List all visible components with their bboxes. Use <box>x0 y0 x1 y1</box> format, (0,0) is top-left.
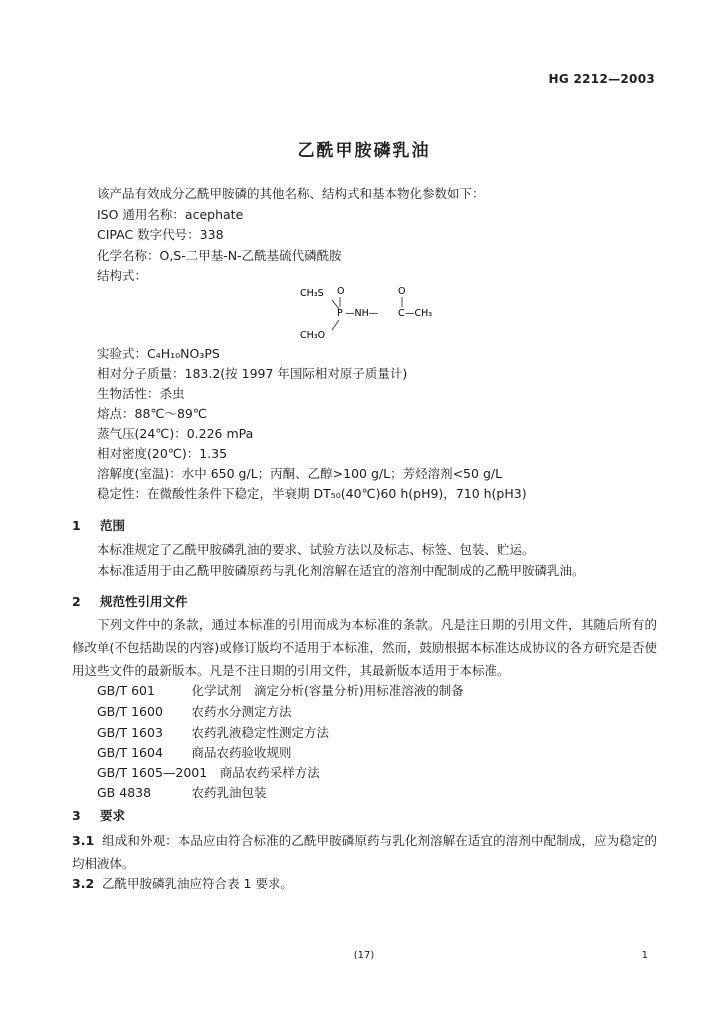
clause-number: 3.2 <box>72 876 95 891</box>
reference-title: 化学试剂 滴定分析(容量分析)用标准溶液的制备 <box>191 683 464 698</box>
section-number: 3 <box>72 808 81 823</box>
page-number: 1 <box>641 950 648 961</box>
structural-formula <box>296 282 446 344</box>
footer-sequence: (17) <box>353 950 375 961</box>
reference-title: 商品农药验收规则 <box>191 745 292 760</box>
iso-name: ISO 通用名称：acephate <box>97 207 244 222</box>
oxygen-top-left: O <box>337 286 345 297</box>
nh-group: —NH— <box>345 308 379 319</box>
reference-item <box>97 743 292 761</box>
clause-3-2 <box>72 876 293 892</box>
reference-item <box>97 723 329 741</box>
phosphorus-atom: P <box>337 308 343 319</box>
clause-text: 乙酰甲胺磷乳油应符合表 1 要求。 <box>102 876 293 891</box>
section-title: 规范性引用文件 <box>100 594 188 609</box>
chemical-name: 化学名称：O,S-二甲基-N-乙酰基硫代磷酰胺 <box>97 248 342 263</box>
reference-title: 农药乳油包装 <box>191 785 267 800</box>
section-title: 范围 <box>100 518 126 533</box>
reference-code: GB/T 1600 <box>97 704 163 719</box>
section-number: 2 <box>72 594 81 609</box>
relative-density: 相对密度(20℃)：1.35 <box>97 446 228 461</box>
clause-text: 组成和外观：本品应由符合标准的乙酰甲胺磷原药与乳化剂溶解在适宜的溶剂中配制成，应为稳定的均相液体。 <box>72 833 657 871</box>
normative-references-paragraph: 下列文件中的条款，通过本标准的引用而成为本标准的条款。凡是注日期的引用文件，其随后所有的修改单(不包括勘误的内容)或修订版均不适用于本标准，然而，鼓励根据本标准达成协议的各方研究是否使用这些文件的最新版本。凡是不注日期的引用文件，其最新版本适用于本标准。 <box>72 617 657 678</box>
reference-item <box>97 783 267 801</box>
molecular-mass: 相对分子质量：183.2(按 1997 年国际相对原子质量计) <box>97 366 408 381</box>
section-title: 要求 <box>100 808 126 823</box>
section-3-heading <box>72 806 125 824</box>
reference-code: GB/T 1605—2001 <box>97 765 208 780</box>
p-o-bond <box>332 320 339 330</box>
reference-code: GB/T 1604 <box>97 745 163 760</box>
stability: 稳定性：在微酸性条件下稳定，半衰期 DT₅₀(40℃)60 h(pH9)，710 h(pH3) <box>97 486 527 501</box>
carbon-atom: C <box>398 308 405 319</box>
reference-item <box>97 681 464 699</box>
document-title: 乙酰甲胺磷乳油 <box>297 141 431 161</box>
reference-title: 商品农药采样方法 <box>219 765 320 780</box>
reference-code: GB 4838 <box>97 785 152 800</box>
ch3o-group: CH₃O <box>300 330 326 341</box>
clause-3-1 <box>72 829 657 875</box>
solubility: 溶解度(室温)：水中 650 g/L；丙酮、乙醇>100 g/L；芳烃溶剂<50 g/L <box>97 466 503 481</box>
intro-lead: 该产品有效成分乙酰甲胺磷的其他名称、结构式和基本物化参数如下： <box>97 186 485 201</box>
melting-point: 熔点：88℃～89℃ <box>97 406 207 421</box>
reference-title: 农药水分测定方法 <box>191 704 292 719</box>
clause-number: 3.1 <box>72 833 95 848</box>
section-2-heading <box>72 592 188 610</box>
reference-item <box>97 702 292 720</box>
scope-paragraph-2: 本标准适用于由乙酰甲胺磷原药与乳化剂溶解在适宜的溶剂中配制成的乙酰甲胺磷乳油。 <box>97 563 585 578</box>
bioactivity: 生物活性：杀虫 <box>97 386 185 401</box>
vapor-pressure: 蒸气压(24℃)：0.226 mPa <box>97 426 254 441</box>
empirical-formula: 实验式：C₄H₁₀NO₃PS <box>97 346 220 361</box>
oxygen-top-right: O <box>398 286 406 297</box>
scope-paragraph-1: 本标准规定了乙酰甲胺磷乳油的要求、试验方法以及标志、标签、包装、贮运。 <box>97 542 535 557</box>
section-1-heading <box>72 516 125 534</box>
standard-code: HG 2212—2003 <box>548 72 655 86</box>
reference-code: GB/T 601 <box>97 683 155 698</box>
reference-item <box>97 763 320 781</box>
structure-label: 结构式： <box>97 268 148 283</box>
reference-code: GB/T 1603 <box>97 725 163 740</box>
section-number: 1 <box>72 518 81 533</box>
ch3-right: —CH₃ <box>405 308 433 319</box>
ch3s-group: CH₃S <box>300 288 324 299</box>
cipac-code: CIPAC 数字代号：338 <box>97 227 224 242</box>
reference-title: 农药乳液稳定性测定方法 <box>191 725 330 740</box>
